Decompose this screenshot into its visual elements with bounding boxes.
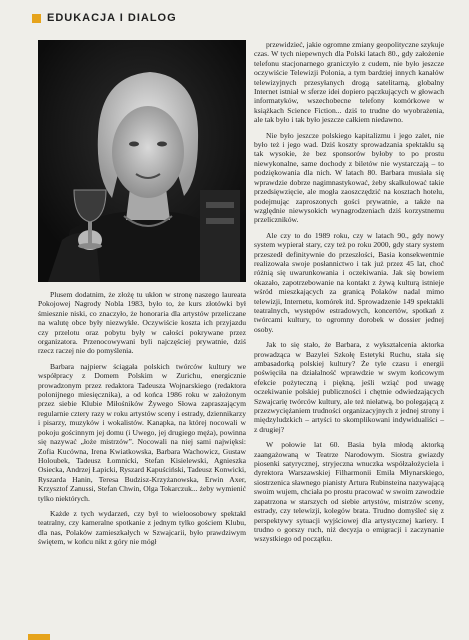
paragraph: W połowie lat 60. Basia była młodą aktorką zaangażowaną w Teatrze Narodowym. Siostra gwiazdy piosenki satyrycznej, stryjeczna wnuczka współzałożyciela i dyrektora Warszawskiej Filharmonii Emila Młynarskiego, siostrzenica sławnego pianisty Artura Rubinsteina nazywającą swoim wujem, chciała po prostu pracować w swoim zawodzie zapatrzona w starszych od siebie artystów, mistrzów sceny, estrady, czy telewizji, kolegów brata. Trudno domyśleć się z perspektywy sytuacji wyjściowej dla artystycznej kariery. I trudno o gorszy ruch, niż decyzja o emigracji i zaczynanie wszystkiego od początku. xyxy=(254,440,444,544)
paragraph: Plusem dodatnim, że złożę tu ukłon w stronę naszego laureata Pokojowej Nagrody Nobla 1983, było to, że kurs złotówki był śmiesznie niski, co znaczyło, że honoraria dla artystów przeliczane na walutę obce były niezwykłe. Oczywiście koszta ich przyjazdu czy przelotu oraz pobytu były w całości pokrywane przez organizatora. Przenocowywani byli najczęściej prywatnie, dziś rzecz raczej nie do pomyślenia. xyxy=(38,290,246,356)
portrait-photo xyxy=(38,40,246,282)
portrait-illustration xyxy=(38,40,246,282)
paragraph: Każde z tych wydarzeń, czy był to wieloosobowy spektakl teatralny, czy kameralne spotkanie z jednym tylko gościem Klubu, dla nas, Polaków zamieszkałych w Szwajcarii, było prawdziwym świętem, w końcu nikt z góry nie mógł xyxy=(38,508,246,547)
article-column-left xyxy=(38,290,246,553)
page-corner-marker xyxy=(28,634,50,640)
article-column-right xyxy=(254,40,444,550)
paragraph: przewidzieć, jakie ogromne zmiany geopolityczne szykuje czas. W tych niepewnych dla Polski latach 80., gdy założenie telefonu stacjonarnego graniczyło z cudem, nie było jeszcze oczywiście Telewizji Polonia, a tym bardziej innych kanałów telewizyjnych przesyłanych drogą satelitarną, globalny Internet istniał w sferze idei dopiero pączkujących w głowach informatyków, wszechobecne telefony komórkowe w książkach Science Fiction... dziś to trudne do wyobrażenia, ale tak było i tak było jeszcze całkiem niedawno. xyxy=(254,40,444,125)
paragraph: Nie było jeszcze polskiego kapitalizmu i jego zalet, nie było też i jego wad. Dziś koszty sprowadzania spektaklu są tak wysokie, że bez sponsorów byłoby to po prostu niewykonalne, same dochody z biletów nie wystarczają – to podziękowania dla nich. W latach 80. Barbara musiała się wprawdzie dobrze nagimnastykować, żeby skalkulować takie przedsięwzięcie, ale mogła zaoszczędzić na kosztach hotelu, podejmując zaproszonych gości prywatnie, a także na względnie niewysokich wynagrodzeniach dziś korzystnemu przeliczników. xyxy=(254,130,444,225)
paragraph: Jak to się stało, że Barbara, z wykształcenia aktorka prowadząca w Bazylei Szkołę Estetyki Ruchu, stała się ambasadorką polskiej kultury? Że tyle czasu i energii poświęciła na działalność wprawdzie w swym końcowym efekcie pożyteczną i piękną, jeśli wziąć pod uwagę oczekiwanie polskiej publiczności i chętnie odwiedzających Szwajcarię twórców kultury, ale też niełatwą, bo polegającą z przezwyciężaniem trudności organizacyjnych z jednej strony i międzyludzkich – artyści to skomplikowani indywidualiści – z drugiej? xyxy=(254,340,444,434)
section-marker xyxy=(32,14,41,23)
paragraph: Barbara najpierw ściągała polskich twórców kultury we współpracy z Domem Polskim w Zurichu, energicznie prowadzonym przez redaktora Tadeusza Wojnarskiego (redaktora polonijnego miesięcznika), a od końca 1986 roku w założonym przez siebie Klubie Miłośników Żywego Słowa zapraszającym regularnie cztery razy w roku artystów sceny i estrady, dziennikarzy i pisarzy, muzyków i wokalistów. Kanapka, na której nocowali w pokoju gościnnym jej domu (i Uwego, jej drugiego męża), powinna się nazywać „łoże mistrzów”. Nocowali na niej sami najwięksi: Zofia Kucówna, Irena Kwiatkowska, Barbara Wachowicz, Gustaw Holoubek, Tadeusz Łomnicki, Stefan Kisielewski, Agnieszka Osiecka, Andrzej Łapicki, Ryszard Kapuściński, Tadeusz Konwicki, Ryszarda Hanin, Teresa Budzisz-Krzyżanowska, Erwin Axer, Krzysztof Zanussi, Stefan Chwin, Olga Tokarczuk... żeby wymienić tylko niektórych. xyxy=(38,361,246,503)
paragraph: Ale czy to do 1989 roku, czy w latach 90., gdy nowy system wypierał stary, czy też po roku 2000, gdy stary system przeszedł definitywnie do przeszłości, Basia konsekwentnie realizowała swoje posłannictwo i tak już przez 45 lat, choć różnią się uwarunkowania i oczekiwania. Jak się bowiem okazało, zapotrzebowanie na kontakt z żywą kulturą istnieje wśród mieszkających za granicą Polaków nadal mimo telewizji, Internetu, komórek itd. Sprowadzenie 149 spektakli teatralnych, występów estradowych, koncertów, spotkań z twórcami kultury, to ogromny dorobek w dossier jednej osoby. xyxy=(254,230,444,334)
section-title: EDUKACJA I DIALOG xyxy=(47,12,177,24)
section-header xyxy=(32,8,177,28)
